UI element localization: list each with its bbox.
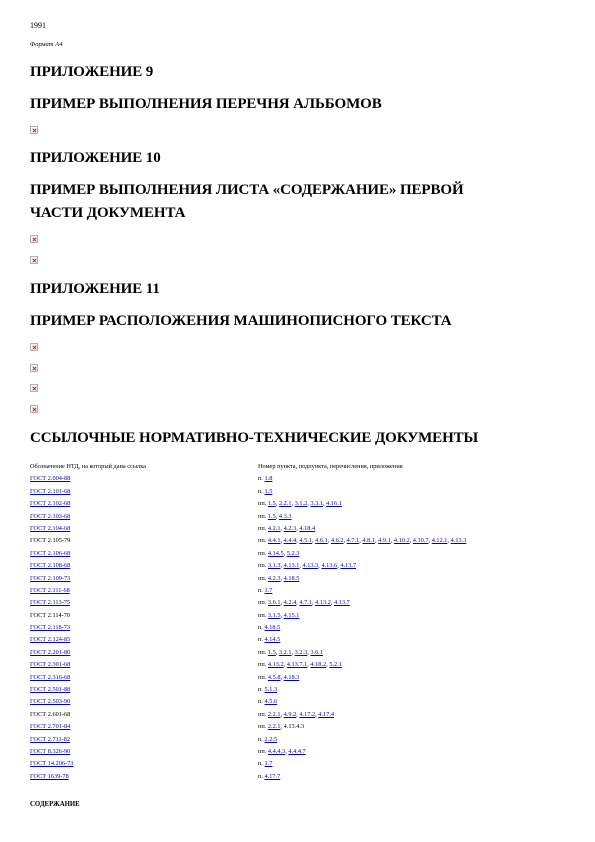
- appendix-11-title: ПРИМЕР РАСПОЛОЖЕНИЯ МАШИНОПИСНОГО ТЕКСТА: [30, 313, 452, 329]
- clause-prefix: пп.: [258, 500, 268, 508]
- table-header-row: [30, 461, 565, 473]
- clause-link[interactable]: 1.8: [264, 475, 273, 483]
- clause-link[interactable]: 4.13.2: [267, 661, 284, 669]
- document-link[interactable]: ГОСТ 2.711-82: [30, 735, 71, 743]
- document-cell: [30, 573, 258, 585]
- contents-label: СОДЕРЖАНИЕ: [30, 801, 80, 808]
- clause-cell: [258, 486, 565, 498]
- clause-link[interactable]: 4.10.7: [412, 537, 429, 545]
- clause-link[interactable]: 4.13.7: [334, 599, 350, 607]
- clause-cell: пп. 3.1.3, 4.13.1, 4.13.3, 4.13.6, 4.13.7: [258, 562, 357, 570]
- table-row: [30, 548, 565, 560]
- table-row: [30, 647, 565, 659]
- column-header-document: Обозначение НТД, на который дана ссылка: [30, 463, 146, 470]
- clause-link[interactable]: 4.2.3: [283, 524, 297, 532]
- clause-link[interactable]: 4.15.1: [283, 611, 300, 619]
- clause-tail: , 4.13.4.3: [280, 723, 305, 731]
- clause-prefix: пп.: [258, 524, 268, 532]
- document-link[interactable]: ГОСТ 2.201-80: [30, 648, 71, 656]
- table-row: [30, 771, 565, 783]
- clause-cell: пп. 3.1.5, 4.15.1: [258, 611, 300, 619]
- table-row: [30, 622, 565, 634]
- clause-link[interactable]: 5.2.3: [286, 549, 300, 557]
- document-link[interactable]: ГОСТ 2.108-68: [30, 562, 71, 570]
- document-cell: [30, 597, 258, 609]
- table-row: [30, 734, 565, 746]
- clause-prefix: пп.: [258, 723, 268, 731]
- document-cell: [30, 684, 258, 696]
- document-link[interactable]: ГОСТ 2.102-68: [30, 500, 71, 508]
- document-name: ГОСТ 2.601-68: [30, 710, 71, 718]
- clause-prefix: пп.: [258, 574, 268, 582]
- table-row: [30, 560, 565, 572]
- document-cell: [30, 709, 258, 721]
- clause-link[interactable]: 4.13.7: [340, 562, 357, 570]
- document-cell: [30, 511, 258, 523]
- clause-link[interactable]: 1.5: [267, 648, 276, 656]
- document-link[interactable]: ГОСТ 2.118-73: [30, 624, 71, 632]
- clause-link[interactable]: 4.2.4: [283, 599, 297, 607]
- clause-prefix: п.: [258, 735, 265, 743]
- table-row: [30, 573, 565, 585]
- clause-cell: пп. 4.4.1, 4.4.4, 4.5.1, 4.6.1, 4.6.2, 4.7.1, 4.8.1, 4.9.1, 4.10.2, 4.10.7, 4.12.1, 4.13.3: [258, 537, 467, 545]
- clause-cell: пп. 4.4.4.3, 4.4.4.7: [258, 747, 306, 755]
- document-cell: [30, 746, 258, 758]
- clause-link[interactable]: 1.7: [264, 586, 273, 594]
- appendix-10-title-line-2: ЧАСТИ ДОКУМЕНТА: [30, 205, 186, 221]
- clause-link[interactable]: 4.9.2: [283, 710, 297, 718]
- clause-cell: пп. 1.5, 4.3.3: [258, 512, 292, 520]
- appendix-9-title: ПРИМЕР ВЫПОЛНЕНИЯ ПЕРЕЧНЯ АЛЬБОМОВ: [30, 96, 382, 112]
- table-row: [30, 709, 565, 721]
- clause-link[interactable]: 5.1.3: [264, 686, 278, 694]
- clause-link[interactable]: 1.5: [267, 500, 276, 508]
- document-cell: [30, 486, 258, 498]
- document-name: ГОСТ 2.105-79: [30, 537, 71, 545]
- clause-link[interactable]: 4.14.5: [267, 549, 284, 557]
- clause-prefix: пп.: [258, 710, 268, 718]
- document-cell: [30, 634, 258, 646]
- clause-prefix: пп.: [258, 661, 268, 669]
- clause-link[interactable]: 4.2.1: [267, 524, 281, 532]
- document-cell: [30, 610, 258, 622]
- clause-link[interactable]: 4.4.4: [283, 537, 297, 545]
- clause-link[interactable]: 4.5.6: [264, 698, 278, 706]
- appendix-10-heading: ПРИЛОЖЕНИЕ 10: [30, 150, 161, 166]
- document-cell: [30, 622, 258, 634]
- clause-link[interactable]: 3.1.3: [267, 562, 281, 570]
- clause-cell: [258, 734, 565, 746]
- clause-prefix: п.: [258, 772, 265, 780]
- table-row: [30, 486, 565, 498]
- table-row: [30, 498, 565, 510]
- clause-link[interactable]: 4.13.3: [302, 562, 319, 570]
- broken-image-icon[interactable]: [30, 235, 38, 243]
- appendix-11-heading: ПРИЛОЖЕНИЕ 11: [30, 281, 160, 297]
- references-table: [30, 461, 565, 783]
- document-link[interactable]: ГОСТ 2.106-68: [30, 549, 71, 557]
- clause-prefix: пп.: [258, 599, 268, 607]
- clause-prefix: п.: [258, 686, 265, 694]
- document-year: 1991: [30, 21, 46, 30]
- document-link[interactable]: ГОСТ 2.501-88: [30, 686, 71, 694]
- broken-image-icon[interactable]: [30, 364, 38, 372]
- document-cell: [30, 585, 258, 597]
- clause-cell: [258, 585, 565, 597]
- document-link[interactable]: ГОСТ 8.326-90: [30, 747, 71, 755]
- clause-link[interactable]: 3.6.1: [267, 599, 281, 607]
- clause-prefix: п.: [258, 586, 265, 594]
- clause-cell: пп. 4.2.1, 4.2.3, 4.18.4: [258, 524, 316, 532]
- clause-cell: [258, 771, 565, 783]
- broken-image-icon[interactable]: [30, 384, 38, 392]
- table-row: [30, 597, 565, 609]
- clause-prefix: пп.: [258, 611, 268, 619]
- clause-link[interactable]: 4.10.2: [393, 537, 410, 545]
- clause-prefix: пп.: [258, 562, 268, 570]
- clause-cell: [258, 634, 565, 646]
- table-row: [30, 721, 565, 733]
- clause-link[interactable]: 4.13.2: [315, 599, 331, 607]
- table-row: [30, 511, 565, 523]
- document-cell: [30, 771, 258, 783]
- document-link[interactable]: ГОСТ 1639-78: [30, 772, 69, 780]
- clause-link[interactable]: 4.4.1: [267, 537, 281, 545]
- clause-link[interactable]: 4.12.1: [431, 537, 448, 545]
- clause-cell: [258, 696, 565, 708]
- document-cell: [30, 659, 258, 671]
- broken-image-icon[interactable]: [30, 256, 38, 264]
- document-link[interactable]: ГОСТ 2.113-75: [30, 599, 71, 607]
- clause-cell: пп. 4.13.2, 4.13.7.1, 4.18.2, 5.2.1: [258, 661, 342, 669]
- clause-link[interactable]: 4.5.8: [267, 673, 281, 681]
- document-name: ГОСТ 2.114-70: [30, 611, 71, 619]
- document-link[interactable]: ГОСТ 2.301-68: [30, 661, 71, 669]
- clause-prefix: пп.: [258, 512, 268, 520]
- clause-cell: пп. 4.5.8, 4.18.3: [258, 673, 300, 681]
- appendix-9-heading: ПРИЛОЖЕНИЕ 9: [30, 64, 154, 80]
- clause-link[interactable]: 4.4.4.7: [288, 747, 306, 755]
- document-link[interactable]: ГОСТ 2.101-68: [30, 487, 71, 495]
- document-link[interactable]: ГОСТ 2.109-73: [30, 574, 71, 582]
- clause-prefix: пп.: [258, 537, 268, 545]
- table-row: [30, 523, 565, 535]
- document-cell: [30, 696, 258, 708]
- clause-prefix: п.: [258, 636, 265, 644]
- clause-link[interactable]: 4.18.4: [299, 524, 316, 532]
- clause-link[interactable]: 3.2.3: [294, 648, 308, 656]
- clause-link[interactable]: 4.4.4.3: [267, 747, 286, 755]
- clause-link[interactable]: 4.2.3: [267, 574, 281, 582]
- clause-link[interactable]: 4.6.1: [315, 537, 328, 545]
- clause-link[interactable]: 4.13.1: [283, 562, 300, 570]
- clause-cell: пп. 1.5, 3.2.1, 3.2.3, 3.6.1: [258, 648, 324, 656]
- table-row: [30, 585, 565, 597]
- clause-link[interactable]: 4.14.5: [264, 636, 281, 644]
- document-link[interactable]: ГОСТ 14.206-73: [30, 760, 74, 768]
- clause-cell: [258, 684, 565, 696]
- clause-prefix: п.: [258, 624, 265, 632]
- document-link[interactable]: ГОСТ 2.316-68: [30, 673, 71, 681]
- clause-link[interactable]: 1.5: [264, 487, 273, 495]
- broken-image-icon[interactable]: [30, 126, 38, 134]
- clause-link[interactable]: 3.2.1: [278, 648, 292, 656]
- document-link[interactable]: ГОСТ 2.004-88: [30, 475, 71, 483]
- document-cell: [30, 721, 258, 733]
- clause-link[interactable]: 1.7: [264, 760, 273, 768]
- document-link[interactable]: ГОСТ 2.104-68: [30, 524, 71, 532]
- broken-image-icon[interactable]: [30, 343, 38, 351]
- document-cell: [30, 523, 258, 535]
- table-row: [30, 696, 565, 708]
- clause-link[interactable]: 4.13.6: [321, 562, 338, 570]
- clause-link[interactable]: 3.1.5: [267, 611, 281, 619]
- column-header-clause: Номер пункта, подпункта, перечисления, приложения: [258, 463, 403, 470]
- clause-prefix: пп.: [258, 673, 268, 681]
- clause-cell: [258, 622, 565, 634]
- clause-link[interactable]: 2.2.5: [264, 735, 278, 743]
- document-cell: [30, 535, 258, 547]
- clause-link[interactable]: 2.2.1: [278, 500, 292, 508]
- clause-link[interactable]: 4.8.1: [362, 537, 375, 545]
- clause-cell: [258, 473, 565, 485]
- clause-link[interactable]: 4.7.1: [299, 599, 312, 607]
- clause-link[interactable]: 3.3.1: [310, 500, 324, 508]
- table-row: [30, 473, 565, 485]
- clause-link[interactable]: 4.16.1: [326, 500, 342, 508]
- clause-cell: [258, 758, 565, 770]
- clause-link[interactable]: 4.13.7.1: [286, 661, 308, 669]
- clause-cell: пп. 4.2.3, 4.18.5: [258, 574, 300, 582]
- clause-link[interactable]: 3.1.2: [294, 500, 308, 508]
- document-cell: [30, 758, 258, 770]
- clause-link[interactable]: 4.17.2: [299, 710, 316, 718]
- document-cell: [30, 734, 258, 746]
- clause-link[interactable]: 3.6.1: [310, 648, 324, 656]
- clause-link[interactable]: 4.6.2: [330, 537, 344, 545]
- clause-link[interactable]: 1.5: [267, 512, 276, 520]
- clause-cell: пп. 1.5, 2.2.1, 3.1.2, 3.3.1, 4.16.1: [258, 500, 342, 508]
- clause-prefix: п.: [258, 487, 265, 495]
- clause-cell: пп. 4.14.5, 5.2.3: [258, 549, 300, 557]
- clause-link[interactable]: 4.9.1: [378, 537, 391, 545]
- clause-link[interactable]: 4.13.3: [450, 537, 467, 545]
- table-row: [30, 684, 565, 696]
- clause-link[interactable]: 4.18.5: [283, 574, 300, 582]
- document-link[interactable]: ГОСТ 2.503-90: [30, 698, 71, 706]
- clause-prefix: п.: [258, 698, 265, 706]
- clause-link[interactable]: 2.2.1: [267, 723, 281, 731]
- document-link[interactable]: ГОСТ 2.701-84: [30, 723, 71, 731]
- document-link[interactable]: ГОСТ 2.124-85: [30, 636, 71, 644]
- table-row: [30, 758, 565, 770]
- table-row: [30, 610, 565, 622]
- document-cell: [30, 647, 258, 659]
- appendix-10-title-line-1: ПРИМЕР ВЫПОЛНЕНИЯ ЛИСТА «СОДЕРЖАНИЕ» ПЕРВОЙ: [30, 182, 464, 198]
- clause-prefix: пп.: [258, 747, 268, 755]
- table-row: [30, 659, 565, 671]
- document-cell: [30, 548, 258, 560]
- clause-prefix: пп.: [258, 549, 268, 557]
- table-row: [30, 746, 565, 758]
- document-cell: [30, 672, 258, 684]
- clause-link[interactable]: 4.17.7: [264, 772, 281, 780]
- table-row: [30, 634, 565, 646]
- clause-prefix: пп.: [258, 648, 268, 656]
- document-link[interactable]: ГОСТ 2.111-68: [30, 586, 70, 594]
- clause-link[interactable]: 4.18.5: [264, 624, 281, 632]
- clause-cell: пп. 3.6.1, 4.2.4, 4.7.1, 4.13.2, 4.13.7: [258, 599, 350, 607]
- clause-link[interactable]: 4.7.1: [346, 537, 360, 545]
- clause-prefix: п.: [258, 475, 265, 483]
- document-cell: [30, 560, 258, 572]
- table-row: [30, 535, 565, 547]
- document-cell: [30, 498, 258, 510]
- clause-link[interactable]: 5.2.1: [329, 661, 342, 669]
- clause-link[interactable]: 4.17.4: [318, 710, 335, 718]
- clause-cell: [258, 721, 565, 733]
- clause-link[interactable]: 4.5.1: [299, 537, 312, 545]
- clause-link[interactable]: 4.18.2: [310, 661, 327, 669]
- clause-link[interactable]: 4.3.3: [278, 512, 292, 520]
- clause-prefix: п.: [258, 760, 265, 768]
- clause-cell: пп. 2.2.1, 4.9.2, 4.17.2, 4.17.4: [258, 710, 335, 718]
- broken-image-icon[interactable]: [30, 405, 38, 413]
- document-link[interactable]: ГОСТ 2.103-68: [30, 512, 71, 520]
- format-label: Формат А4: [30, 41, 63, 48]
- references-heading: ССЫЛОЧНЫЕ НОРМАТИВНО-ТЕХНИЧЕСКИЕ ДОКУМЕНТЫ: [30, 430, 479, 446]
- document-cell: [30, 473, 258, 485]
- table-body: [30, 473, 565, 783]
- table-row: [30, 672, 565, 684]
- clause-link[interactable]: 2.2.1: [267, 710, 281, 718]
- clause-link[interactable]: 4.18.3: [283, 673, 300, 681]
